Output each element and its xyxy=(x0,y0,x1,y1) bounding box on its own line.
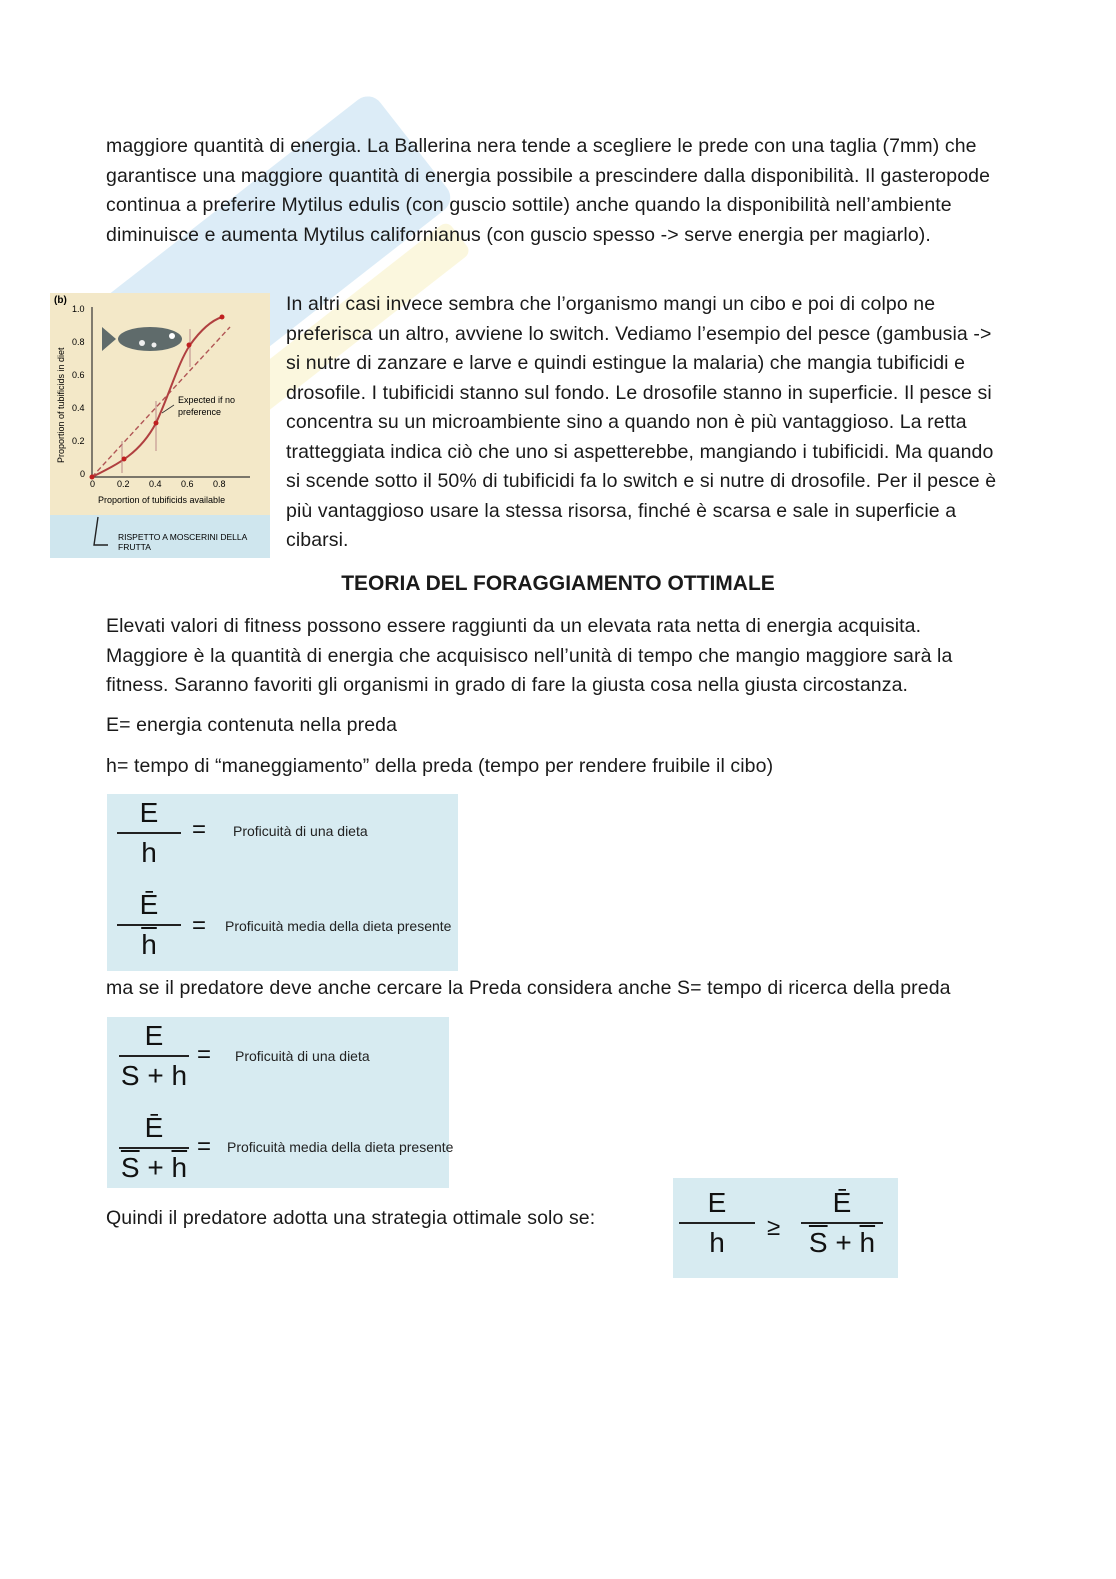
y-tick: 0 xyxy=(80,469,86,479)
equals-sign: = xyxy=(192,816,207,843)
energy-definition: E= energia contenuta nella preda xyxy=(106,714,398,736)
section-title: TEORIA DEL FORAGGIAMENTO OTTIMALE xyxy=(341,572,775,595)
equals-sign: = xyxy=(197,1041,212,1068)
fraction-ebar-over-sbar-plus-hbar: Ē $\overline{S} + \overline{h}$ xyxy=(801,1186,883,1260)
intro-paragraph: maggiore quantità di energia. La Ballerina nera tende a scegliere le prede con una taglia (7mm) che garantisce una maggiore quantità di energia possibile a prescindere dalla disponibilità. Il gasteropode continua a preferire Mytilus edulis (con guscio sottile) anche quando la disponibilità nell’ambiente diminuisce e aumenta Mytilus californianus (con guscio spesso -> serve energia per magiarlo). xyxy=(106,135,991,246)
fraction-e-over-h: E h xyxy=(679,1186,755,1260)
formula-box-search xyxy=(107,1017,454,1188)
panel-label: (b) xyxy=(54,295,67,306)
formula-label: Proficuità media della dieta presente xyxy=(227,1139,454,1155)
fraction-ebar-over-hbar: $\frac{Ē}{h}$ xyxy=(117,888,181,962)
fraction-e-over-h: E h xyxy=(117,796,181,870)
optimal-strategy-paragraph: Quindi il predatore adotta una strategia ottimale solo se: xyxy=(106,1207,596,1229)
fraction-ebar-over-sbar-plus-hbar: Ē $\overline{S} + \overline{h}$ xyxy=(120,1112,188,1183)
handling-time-definition: h= tempo di “maneggiamento” della preda (tempo per rendere fruibile il cibo) xyxy=(106,755,774,777)
y-tick: 0.2 xyxy=(72,436,85,446)
caption-line: FRUTTA xyxy=(118,542,151,552)
formula-box-profitability xyxy=(107,794,458,971)
x-tick: 0.8 xyxy=(213,479,226,489)
formula-label: Proficuità di una dieta xyxy=(235,1048,370,1064)
fraction-e-over-s-plus-h: E S + h xyxy=(120,1020,188,1091)
y-tick: 0.8 xyxy=(72,337,85,347)
formula-label: Proficuità di una dieta xyxy=(233,823,368,839)
x-tick: 0.2 xyxy=(117,479,130,489)
y-tick: 1.0 xyxy=(72,304,85,314)
annotation: Expected if no xyxy=(178,395,236,405)
switch-graph-figure xyxy=(50,293,270,558)
caption-strip xyxy=(50,515,270,558)
y-tick: 0.6 xyxy=(72,370,85,380)
caption-line: RISPETTO A MOSCERINI DELLA xyxy=(118,532,248,542)
x-tick: 0.4 xyxy=(149,479,162,489)
switch-graph-plot xyxy=(50,293,270,515)
formula-box-optimal-condition xyxy=(673,1178,898,1278)
x-tick: 0 xyxy=(90,479,96,489)
search-time-paragraph: ma se il predatore deve anche cercare la Preda considera anche S= tempo di ricerca della preda xyxy=(106,977,951,999)
switch-paragraph: In altri casi invece sembra che l’organismo mangi un cibo e poi di colpo ne preferisca un altro, avviene lo switch. Vediamo l’esempio del pesce (gambusia -> si nutre di zanzare e larve e quindi estingue la malaria) che mangia tubificidi e drosofile. I tubificidi stanno sul fondo. Le drosofile stanno in superficie. Il pesce si concentra su un microambiente sino a quando non è più vantaggioso. La retta tratteggiata indica ciò che uno si aspetterebbe, mangiando i tubificidi. Ma quando si scende sotto il 50% di tubificidi fa lo switch e si nutre di drosofile. Per il pesce è più vantaggioso usare la stessa risorsa, finché è scarsa e sale in superficie a cibarsi. xyxy=(286,293,997,551)
x-axis-label: Proportion of tubificids available xyxy=(98,495,226,505)
formula-label: Proficuità media della dieta presente xyxy=(225,918,452,934)
y-axis-label: Proportion of tubificids in diet xyxy=(56,347,66,463)
y-tick: 0.4 xyxy=(72,403,85,413)
annotation: preference xyxy=(178,407,222,417)
x-tick: 0.6 xyxy=(181,479,194,489)
fish-illustration xyxy=(102,327,182,351)
greater-equal-sign: ≥ xyxy=(767,1214,781,1241)
equals-sign: = xyxy=(192,912,207,939)
equals-sign: = xyxy=(197,1133,212,1160)
fitness-paragraph: Elevati valori di fitness possono essere raggiunti da un elevata rata netta di energia acquisita. Maggiore è la quantità di energia che acquisisco nell’unità di tempo che mangio maggiore sarà la fitness. Saranno favoriti gli organismi in grado di fare la giusta cosa nella giusta circostanza. xyxy=(106,615,953,696)
